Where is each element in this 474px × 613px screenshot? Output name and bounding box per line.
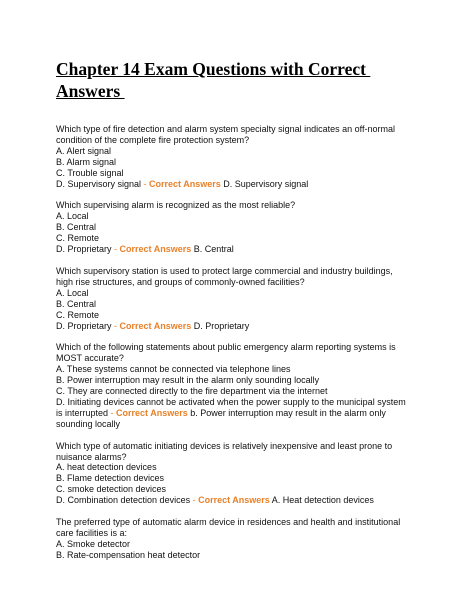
answer-option: B. Flame detection devices (56, 473, 165, 484)
answer-option: A. Local (56, 287, 89, 298)
answer-option: A. Smoke detector (56, 538, 131, 549)
answer-option: D. Supervisory signal (56, 178, 142, 189)
correct-answer-text: sounding locally (56, 418, 121, 429)
answer-option: D. Initiating devices cannot be activated when the power supply to the municipal system (56, 396, 406, 407)
correct-answer-text: B. Central (191, 244, 234, 255)
document-title (56, 58, 416, 102)
answer-option: A. These systems cannot be connected via telephone lines (56, 364, 291, 375)
answer-option: is interrupted (56, 407, 109, 418)
question-list (56, 124, 416, 561)
answer-option: D. Proprietary (56, 320, 112, 331)
question-block (56, 266, 416, 331)
correct-answer-text: A. Heat detection devices (269, 495, 374, 506)
question-text: nuisance alarms? (56, 451, 127, 462)
answer-separator: - (108, 407, 117, 418)
correct-answer-text: D. Proprietary (191, 320, 250, 331)
answer-separator: - (111, 244, 120, 255)
answer-option: B. Rate-compensation heat detector (56, 549, 201, 560)
answer-line (56, 408, 416, 419)
correct-answers-label: Correct Answers (198, 495, 270, 506)
correct-answer-text: b. Power interruption may result in the alarm only (187, 407, 386, 418)
answer-separator: - (111, 320, 120, 331)
answer-line (56, 179, 416, 190)
question-text: Which type of fire detection and alarm system specialty signal indicates an off-normal (56, 124, 395, 134)
document-page (56, 58, 416, 572)
answer-option: B. Central (56, 222, 97, 233)
answer-option: A. heat detection devices (56, 462, 157, 473)
answer-option: C. Remote (56, 233, 100, 244)
answer-option: A. Local (56, 211, 89, 222)
question-text: Which type of automatic initiating devices is relatively inexpensive and least prone to (56, 440, 393, 451)
correct-answers-label: Correct Answers (119, 244, 192, 255)
answer-line (56, 244, 416, 255)
title-line-1: Chapter 14 Exam Questions with Correct (56, 59, 371, 79)
answer-option: C. Remote (56, 309, 100, 320)
question-block (56, 124, 416, 189)
question-text: care facilities is a: (56, 528, 128, 538)
answer-line (56, 495, 416, 506)
question-block (56, 441, 416, 506)
answer-option: A. Alert signal (56, 145, 112, 156)
correct-answers-label: Correct Answers (149, 178, 221, 189)
answer-option: D. Combination detection devices (56, 495, 191, 506)
answer-option: B. Power interruption may result in the alarm only sounding locally (56, 375, 320, 386)
answer-option: D. Proprietary (56, 244, 112, 255)
question-block (56, 517, 416, 561)
answer-separator: - (141, 178, 150, 189)
answer-option: C. They are connected directly to the fire department via the internet (56, 386, 328, 397)
question-text: MOST accurate? (56, 353, 124, 364)
question-block (56, 200, 416, 255)
question-text: condition of the complete fire protection system? (56, 134, 250, 145)
correct-answer-text: D. Supervisory signal (220, 178, 309, 189)
answer-line (56, 321, 416, 332)
answer-option: C. Trouble signal (56, 167, 124, 178)
correct-answers-label: Correct Answers (119, 320, 192, 331)
question-text: The preferred type of automatic alarm device in residences and health and institutional (56, 517, 401, 528)
question-text: high rise structures, and groups of commonly-owned facilities? (56, 276, 305, 287)
answer-separator: - (190, 495, 199, 506)
answer-option: C. smoke detection devices (56, 484, 167, 495)
title-line-2: Answers (56, 81, 125, 101)
question-text: Which supervising alarm is recognized as the most reliable? (56, 200, 296, 211)
answer-option: B. Central (56, 298, 97, 309)
correct-answers-label: Correct Answers (116, 407, 188, 418)
answer-option: B. Alarm signal (56, 156, 117, 167)
question-text: Which of the following statements about public emergency alarm reporting systems is (56, 342, 396, 353)
question-block (56, 342, 416, 429)
question-text: Which supervisory station is used to protect large commercial and industry buildings, (56, 265, 393, 276)
